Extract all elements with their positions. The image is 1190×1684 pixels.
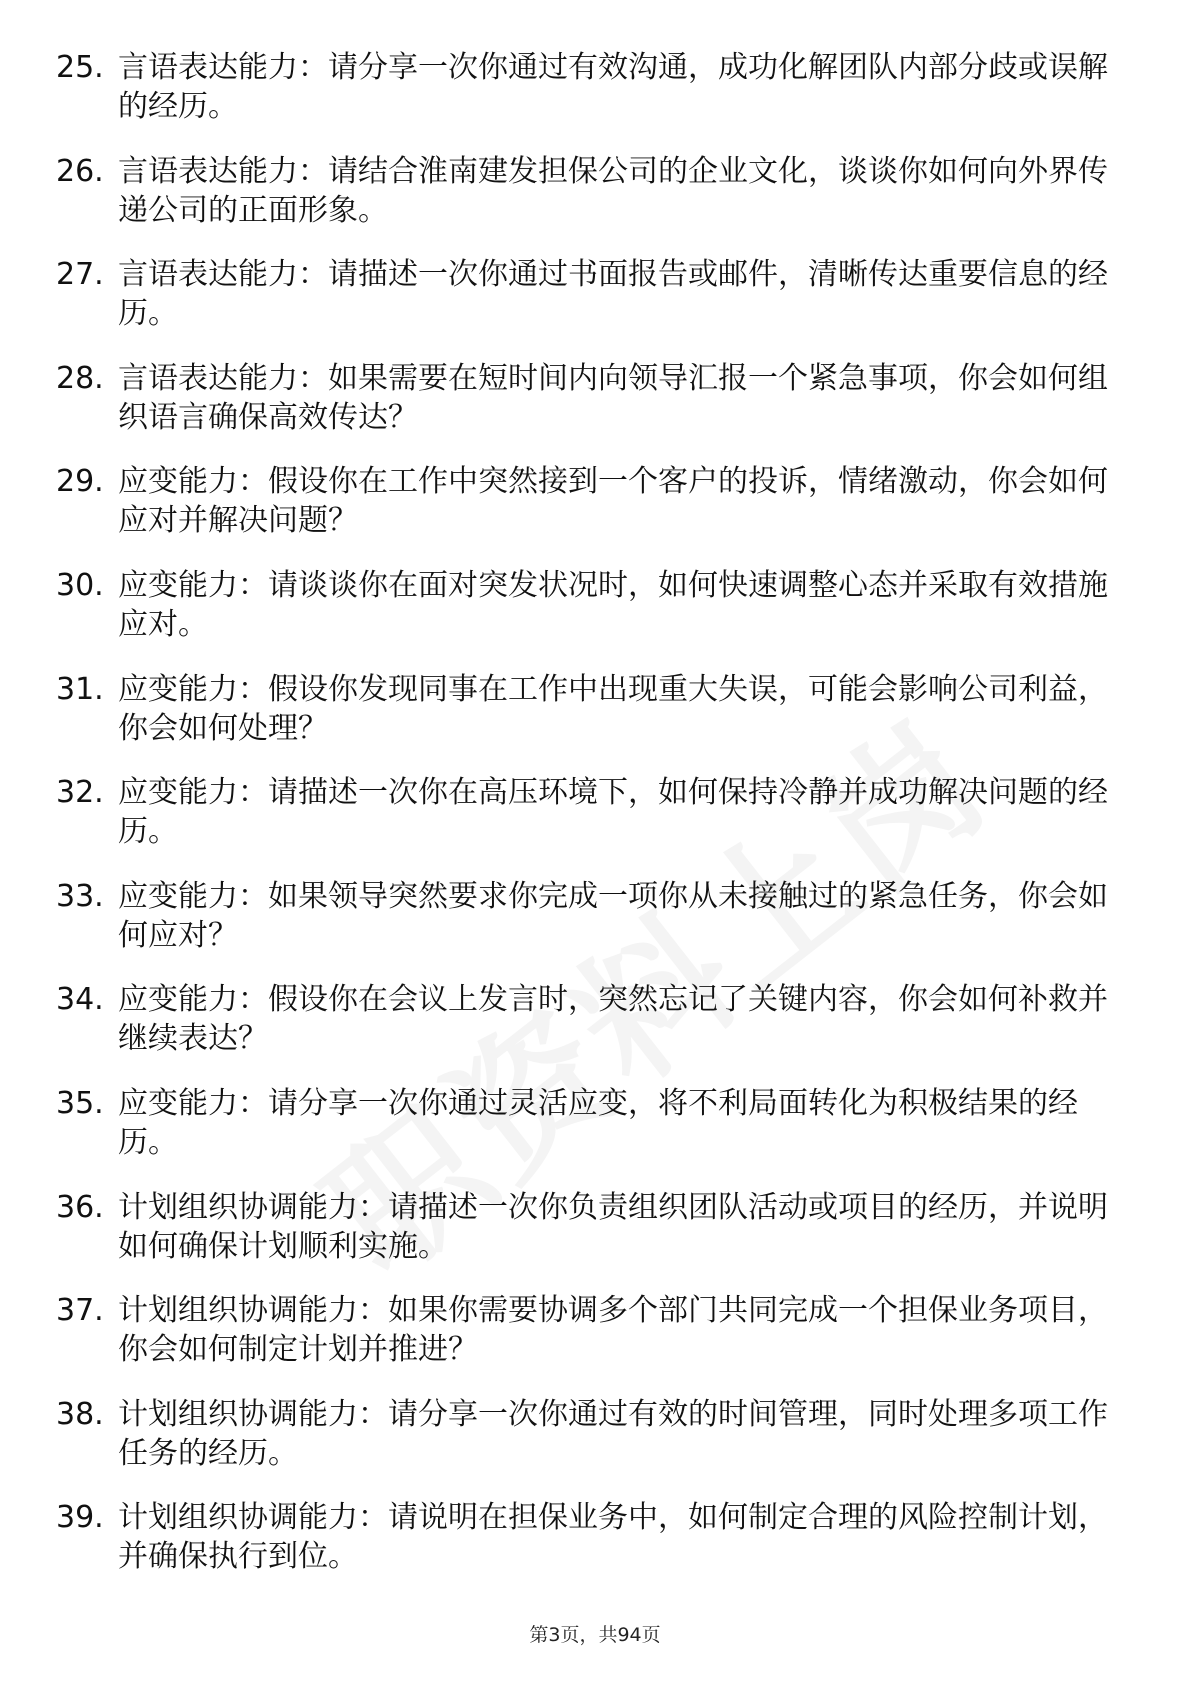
question-list (56, 48, 1116, 1602)
question-text: 言语表达能力：如果需要在短时间内向领导汇报一个紧急事项，你会如何组织语言确保高效传达？ (118, 360, 1108, 435)
question-number: 37. (56, 1293, 104, 1329)
question-item-36 (56, 1188, 1116, 1292)
question-text: 应变能力：请谈谈你在面对突发状况时，如何快速调整心态并采取有效措施应对。 (118, 567, 1108, 642)
question-item-25 (56, 48, 1116, 152)
question-text: 计划组织协调能力：请说明在担保业务中，如何制定合理的风险控制计划，并确保执行到位。 (118, 1500, 1108, 1575)
question-number: 29. (56, 464, 104, 500)
question-number: 34. (56, 982, 104, 1018)
question-text: 言语表达能力：请结合淮南建发担保公司的企业文化，谈谈你如何向外界传递公司的正面形象。 (118, 153, 1108, 228)
question-number: 27. (56, 257, 104, 293)
question-number: 26. (56, 153, 104, 189)
question-item-27 (56, 255, 1116, 359)
question-item-33 (56, 877, 1116, 981)
question-number: 28. (56, 360, 104, 396)
question-item-35 (56, 1084, 1116, 1188)
question-text: 应变能力：如果领导突然要求你完成一项你从未接触过的紧急任务，你会如何应对？ (118, 878, 1108, 953)
question-text: 言语表达能力：请描述一次你通过书面报告或邮件，清晰传达重要信息的经历。 (118, 257, 1108, 332)
question-item-30 (56, 566, 1116, 670)
question-item-31 (56, 670, 1116, 774)
question-text: 应变能力：请描述一次你在高压环境下，如何保持冷静并成功解决问题的经历。 (118, 775, 1108, 850)
question-item-39 (56, 1498, 1116, 1602)
question-item-32 (56, 773, 1116, 877)
question-text: 计划组织协调能力：请描述一次你负责组织团队活动或项目的经历，并说明如何确保计划顺利实施。 (118, 1189, 1108, 1264)
question-number: 31. (56, 671, 104, 707)
question-number: 33. (56, 878, 104, 914)
question-text: 计划组织协调能力：请分享一次你通过有效的时间管理，同时处理多项工作任务的经历。 (118, 1396, 1108, 1471)
question-number: 39. (56, 1500, 104, 1536)
question-number: 25. (56, 50, 104, 85)
question-number: 35. (56, 1085, 104, 1121)
question-item-29 (56, 462, 1116, 566)
question-number: 36. (56, 1189, 104, 1225)
question-item-38 (56, 1395, 1116, 1499)
question-text: 言语表达能力：请分享一次你通过有效沟通，成功化解团队内部分歧或误解的经历。 (118, 50, 1108, 124)
question-text: 计划组织协调能力：如果你需要协调多个部门共同完成一个担保业务项目，你会如何制定计划并推进？ (118, 1293, 1108, 1368)
question-text: 应变能力：假设你在会议上发言时，突然忘记了关键内容，你会如何补救并继续表达？ (118, 982, 1108, 1057)
question-text: 应变能力：请分享一次你通过灵活应变，将不利局面转化为积极结果的经历。 (118, 1085, 1078, 1160)
question-number: 38. (56, 1396, 104, 1432)
question-text: 应变能力：假设你发现同事在工作中出现重大失误，可能会影响公司利益，你会如何处理？ (118, 671, 1108, 746)
question-item-28 (56, 359, 1116, 463)
question-item-34 (56, 980, 1116, 1084)
question-number: 32. (56, 775, 104, 811)
page-number-footer: 第3页，共94页 (529, 1624, 661, 1646)
question-item-26 (56, 152, 1116, 256)
question-item-37 (56, 1291, 1116, 1395)
question-text: 应变能力：假设你在工作中突然接到一个客户的投诉，情绪激动，你会如何应对并解决问题？ (118, 464, 1108, 539)
question-number: 30. (56, 567, 104, 603)
